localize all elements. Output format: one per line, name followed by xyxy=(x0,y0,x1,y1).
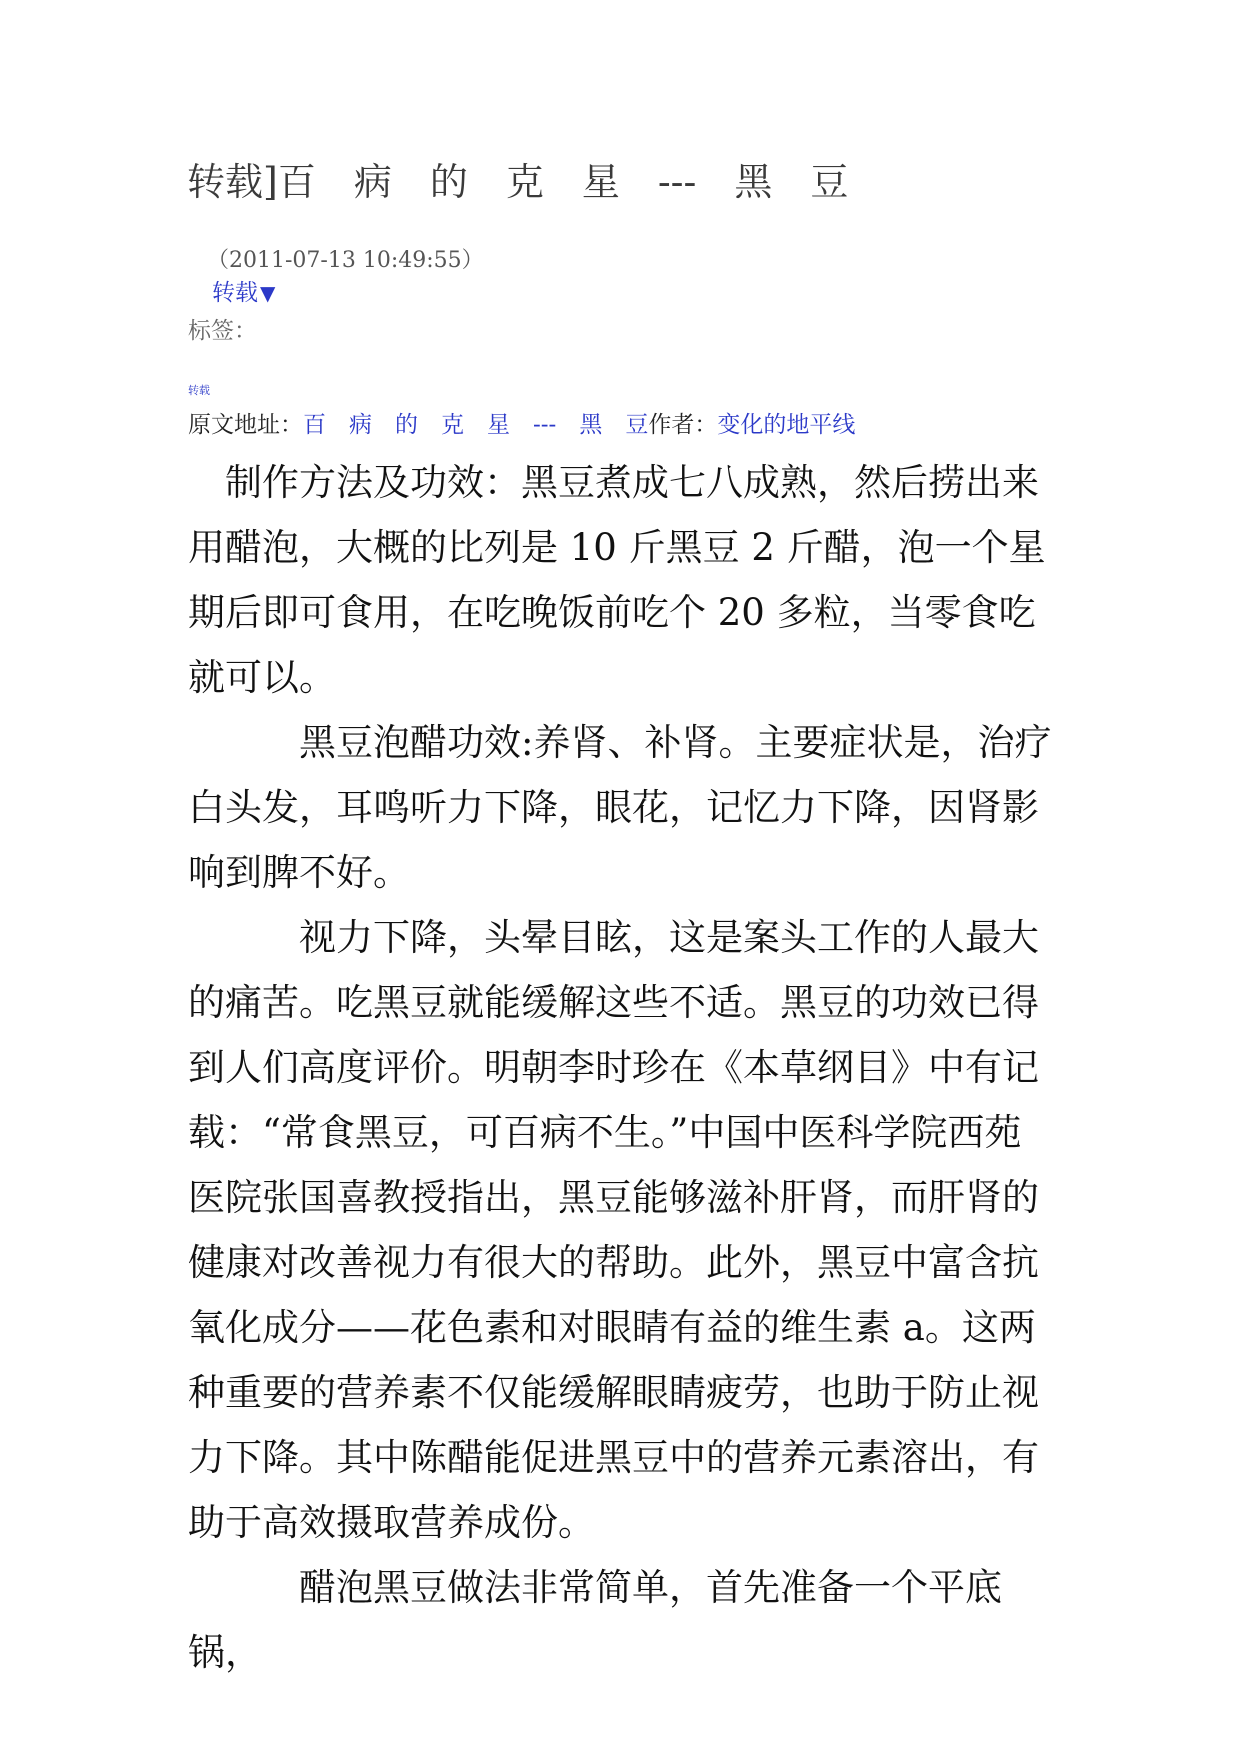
triangle-down-icon: ▼ xyxy=(260,281,276,305)
body-paragraph: 醋泡黑豆做法非常简单，首先准备一个平底锅， xyxy=(188,1566,1002,1674)
repost-label: 转载 xyxy=(212,280,258,306)
body-paragraph: 黑豆泡醋功效:养肾、补肾。主要症状是，治疗白头发，耳鸣听力下降，眼花，记忆力下降，因肾影响到脾不好。 xyxy=(188,721,1052,894)
publish-date: （2011-07-13 10:49:55） xyxy=(207,248,484,273)
source-label: 原文地址： xyxy=(188,412,303,438)
repost-dropdown[interactable] xyxy=(212,278,275,308)
author-link[interactable]: 变化的地平线 xyxy=(717,412,856,438)
article-title: 转载]百 病 的 克 星 --- 黑 豆 xyxy=(187,160,849,204)
source-line xyxy=(188,410,855,440)
tag-link[interactable]: 转载 xyxy=(188,384,210,397)
tags-label: 标签： xyxy=(188,318,257,344)
body-paragraph: 视力下降，头晕目眩，这是案头工作的人最大的痛苦。吃黑豆就能缓解这些不适。黑豆的功效已得到人们高度评价。明朝李时珍在《本草纲目》中有记载：“常食黑豆，可百病不生。”中国中医科学院西苑医院张国喜教授指出，黑豆能够滋补肝肾，而肝肾的健康对改善视力有很大的帮助。此外，黑豆中富含抗氧化成分——花色素和对眼睛有益的维生素 a。这两种重要的营养素不仅能缓解眼睛疲劳，也助于防止视力下降。其中陈醋能促进黑豆中的营养元素溶出，有助于高效摄取营养成份。 xyxy=(188,916,1039,1544)
source-link[interactable]: 百 病 的 克 星 --- 黑 豆 xyxy=(303,412,649,438)
article-body xyxy=(188,450,1056,1685)
author-label: 作者： xyxy=(648,412,718,438)
body-paragraph: 制作方法及功效：黑豆煮成七八成熟，然后捞出来用醋泡，大概的比列是 10 斤黑豆 2 斤醋，泡一个星期后即可食用，在吃晚饭前吃个 20 多粒，当零食吃就可以。 xyxy=(188,461,1046,699)
